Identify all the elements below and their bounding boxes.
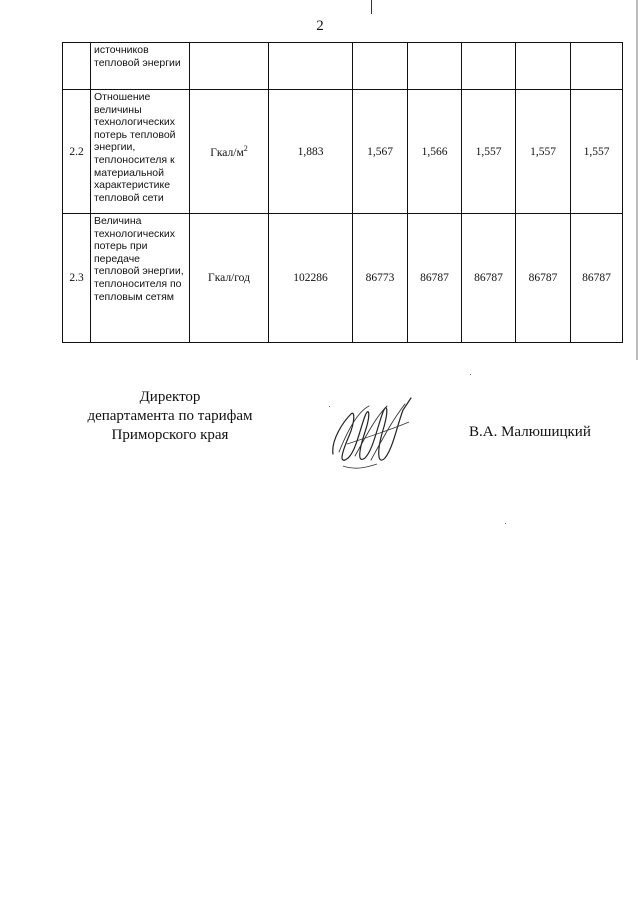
value-cell: 102286: [269, 214, 353, 343]
value-cell: [516, 43, 571, 90]
value-cell: 86787: [462, 214, 516, 343]
unit-cell: [190, 43, 269, 90]
indicator-name-cell: источников тепловой энергии: [91, 43, 190, 90]
value-cell: [462, 43, 516, 90]
unit-superscript: 2: [243, 144, 248, 154]
handwritten-signature: [325, 392, 425, 472]
indicator-name-cell: Отношение величины технологических потерь тепловой энергии, теплоносителя к материальной характеристике тепловой сети: [91, 90, 190, 214]
margin-tick-mark: [371, 0, 372, 14]
value-cell: 86773: [353, 214, 408, 343]
value-cell: 1,557: [462, 90, 516, 214]
page-number: 2: [316, 18, 324, 34]
row-number-cell: [63, 43, 91, 90]
value-cell: 1,566: [408, 90, 462, 214]
indicators-table: [62, 42, 623, 343]
indicator-name-cell: Величина технологических потерь при передаче тепловой энергии, теплоносителя по тепловым сетям: [91, 214, 190, 343]
scan-edge-shadow: [636, 0, 638, 360]
scan-speck: [470, 374, 471, 375]
signatory-title: [60, 388, 280, 445]
value-cell: [571, 43, 623, 90]
scan-speck: [329, 406, 330, 407]
value-cell: 86787: [408, 214, 462, 343]
signer-name: В.А. Малюшицкий: [469, 424, 591, 440]
value-cell: 1,557: [571, 90, 623, 214]
unit-cell: Гкал/год: [190, 214, 269, 343]
value-cell: 1,883: [269, 90, 353, 214]
signatory-title-line: департамента по тарифам: [87, 408, 253, 424]
row-number-cell: 2.3: [63, 214, 91, 343]
unit-text: Гкал/м: [210, 146, 244, 159]
value-cell: 1,557: [516, 90, 571, 214]
table-row: [63, 90, 623, 214]
value-cell: 86787: [571, 214, 623, 343]
row-number-cell: 2.2: [63, 90, 91, 214]
scan-speck: [505, 523, 506, 524]
value-cell: 86787: [516, 214, 571, 343]
signatory-title-line: Директор: [139, 389, 201, 405]
signatory-title-line: Приморского края: [111, 427, 229, 443]
table-row: [63, 214, 623, 343]
value-cell: [353, 43, 408, 90]
value-cell: 1,567: [353, 90, 408, 214]
unit-cell: [190, 90, 269, 214]
value-cell: [269, 43, 353, 90]
value-cell: [408, 43, 462, 90]
table-row: [63, 43, 623, 90]
